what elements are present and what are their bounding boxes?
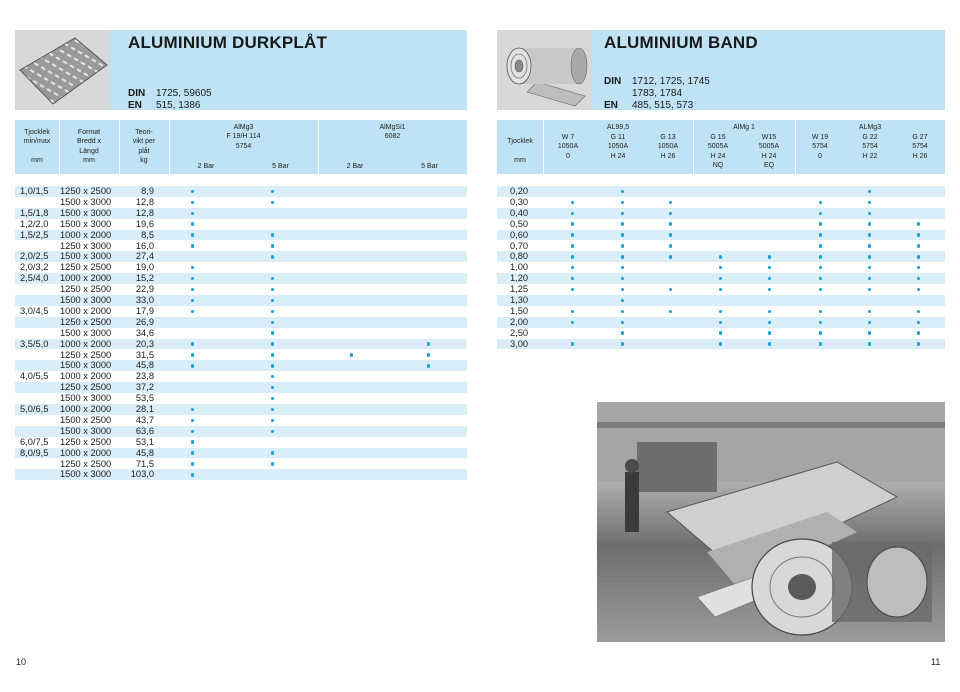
format-cell: 1000 x 2000	[60, 305, 112, 316]
format-cell: 1250 x 2500	[60, 262, 112, 273]
format-cell: 1000 x 2000	[60, 338, 112, 349]
format-cell: 1000 x 2000	[60, 229, 112, 240]
weight-cell: 19,0	[135, 262, 154, 273]
availability-dot	[571, 233, 574, 236]
availability-dot	[868, 244, 871, 247]
standard-line: EN 515, 1386	[128, 100, 201, 111]
left-title-band	[110, 30, 467, 110]
availability-dot	[868, 201, 871, 204]
availability-dot	[571, 288, 574, 291]
weight-cell: 27,4	[135, 251, 154, 262]
format-cell: 1500 x 3000	[60, 360, 112, 371]
table-row	[497, 306, 945, 317]
weight-cell: 26,9	[135, 316, 154, 327]
format-cell: 1000 x 2000	[60, 273, 112, 284]
availability-dot	[719, 331, 722, 334]
weight-cell: 12,8	[135, 207, 154, 218]
format-cell: 1500 x 3000	[60, 425, 112, 436]
table-row	[15, 426, 467, 437]
availability-dot	[719, 288, 722, 291]
header-format: Format Bredd x Längd mm	[76, 129, 102, 164]
thickness-cell: 0,40	[510, 207, 529, 218]
table-row	[497, 273, 945, 284]
format-cell: 1000 x 2000	[60, 404, 112, 414]
weight-cell: 22,9	[135, 284, 154, 295]
availability-dot	[191, 190, 194, 193]
thickness-cell: 5,0/6,5	[20, 404, 49, 414]
availability-dot	[191, 462, 194, 465]
availability-dot	[768, 342, 771, 345]
availability-dot	[621, 255, 624, 258]
availability-dot	[621, 212, 624, 215]
availability-dot	[819, 201, 822, 204]
table-row	[15, 382, 467, 393]
availability-dot	[427, 342, 430, 345]
table-row	[15, 317, 467, 328]
availability-dot	[669, 201, 672, 204]
right-title-band	[592, 30, 945, 110]
weight-cell: 12,8	[135, 196, 154, 207]
availability-dot	[669, 244, 672, 247]
availability-dot	[768, 310, 771, 313]
format-cell: 1500 x 3000	[60, 327, 112, 338]
availability-dot	[819, 266, 822, 269]
weight-cell: 33,0	[135, 295, 154, 305]
format-cell: 1250 x 2500	[60, 316, 112, 327]
thickness-cell: 6,0/7,5	[20, 436, 49, 447]
availability-dot	[571, 342, 574, 345]
table-row	[497, 197, 945, 208]
weight-cell: 23,8	[135, 371, 154, 382]
right-table-header	[497, 120, 945, 174]
table-row	[15, 360, 467, 371]
table-row	[497, 208, 945, 219]
weight-cell: 8,9	[141, 186, 154, 196]
availability-dot	[917, 266, 920, 269]
table-row	[497, 230, 945, 241]
availability-dot	[669, 288, 672, 291]
table-row	[15, 219, 467, 230]
availability-dot	[191, 408, 194, 411]
table-row	[15, 350, 467, 361]
thickness-cell: 0,60	[510, 229, 529, 240]
format-cell: 1500 x 3000	[60, 295, 112, 305]
weight-cell: 8,5	[141, 229, 154, 240]
availability-dot	[571, 222, 574, 225]
format-cell: 1250 x 2500	[60, 458, 112, 469]
thickness-cell: 3,00	[510, 338, 529, 349]
availability-dot	[571, 321, 574, 324]
weight-cell: 45,8	[135, 360, 154, 371]
availability-dot	[621, 201, 624, 204]
tread-plate-photo	[15, 30, 110, 110]
availability-dot	[621, 342, 624, 345]
availability-dot	[819, 310, 822, 313]
availability-dot	[191, 233, 194, 236]
availability-dot	[271, 244, 274, 247]
availability-dot	[271, 462, 274, 465]
format-cell: 1000 x 2000	[60, 447, 112, 458]
availability-dot	[571, 266, 574, 269]
availability-dot	[571, 201, 574, 204]
table-row	[497, 284, 945, 295]
weight-cell: 16,0	[135, 240, 154, 251]
weight-cell: 37,2	[135, 382, 154, 393]
format-cell: 1250 x 2500	[60, 382, 112, 393]
availability-dot	[621, 244, 624, 247]
availability-dot	[669, 255, 672, 258]
header-pressure: 5 Bar	[272, 163, 289, 170]
format-cell: 1500 x 3000	[60, 218, 112, 229]
availability-dot	[768, 288, 771, 291]
availability-dot	[819, 233, 822, 236]
availability-dot	[719, 310, 722, 313]
thickness-cell: 1,5/2,5	[20, 229, 49, 240]
format-cell: 1500 x 2500	[60, 414, 112, 425]
availability-dot	[917, 310, 920, 313]
header-column: W 7 1050A 0	[557, 134, 579, 160]
availability-dot	[621, 233, 624, 236]
table-row	[15, 251, 467, 262]
thickness-cell: 1,20	[510, 273, 529, 284]
table-row	[15, 208, 467, 219]
header-alloy-almgsi1: AlMgSi1 6082	[379, 124, 406, 141]
availability-dot	[669, 310, 672, 313]
table-row	[497, 186, 945, 197]
availability-dot	[719, 321, 722, 324]
header-column: G 13 1050A H 26	[657, 134, 679, 160]
availability-dot	[819, 255, 822, 258]
availability-dot	[191, 451, 194, 454]
availability-dot	[868, 321, 871, 324]
thickness-cell: 2,50	[510, 327, 529, 338]
table-row	[497, 251, 945, 262]
table-row	[15, 328, 467, 339]
page-number-left: 10	[16, 657, 27, 667]
left-table-header	[15, 120, 467, 174]
thickness-cell: 0,80	[510, 251, 529, 262]
availability-dot	[571, 244, 574, 247]
availability-dot	[191, 353, 194, 356]
standard-line: DIN 1712, 1725, 1745	[604, 76, 710, 87]
availability-dot	[621, 190, 624, 193]
weight-cell: 28,1	[135, 404, 154, 414]
table-row	[497, 262, 945, 273]
availability-dot	[271, 331, 274, 334]
availability-dot	[768, 266, 771, 269]
thickness-cell: 0,30	[510, 196, 529, 207]
table-row	[497, 295, 945, 306]
availability-dot	[191, 277, 194, 280]
table-row	[15, 404, 467, 415]
availability-dot	[917, 255, 920, 258]
availability-dot	[271, 201, 274, 204]
availability-dot	[917, 233, 920, 236]
availability-dot	[427, 353, 430, 356]
availability-dot	[191, 222, 194, 225]
availability-dot	[669, 212, 672, 215]
table-row	[15, 339, 467, 350]
availability-dot	[768, 321, 771, 324]
header-alloy-almg3: AlMg3 F 19/H 114 5754	[226, 124, 261, 150]
availability-dot	[271, 277, 274, 280]
table-row	[15, 230, 467, 241]
availability-dot	[819, 342, 822, 345]
availability-dot	[571, 277, 574, 280]
weight-cell: 20,3	[135, 338, 154, 349]
availability-dot	[621, 266, 624, 269]
availability-dot	[621, 288, 624, 291]
availability-dot	[819, 244, 822, 247]
thickness-cell: 2,00	[510, 316, 529, 327]
availability-dot	[621, 222, 624, 225]
availability-dot	[271, 310, 274, 313]
availability-dot	[868, 255, 871, 258]
availability-dot	[719, 277, 722, 280]
thickness-cell: 8,0/9,5	[20, 447, 49, 458]
format-cell: 1500 x 3000	[60, 251, 112, 262]
thickness-cell: 3,5/5,0	[20, 338, 49, 349]
availability-dot	[868, 342, 871, 345]
format-cell: 1250 x 3000	[60, 240, 112, 251]
weight-cell: 31,5	[135, 349, 154, 360]
availability-dot	[621, 321, 624, 324]
availability-dot	[191, 310, 194, 313]
availability-dot	[571, 212, 574, 215]
availability-dot	[917, 244, 920, 247]
weight-cell: 15,2	[135, 273, 154, 284]
availability-dot	[271, 288, 274, 291]
header-thickness: Tjocklek mm	[507, 138, 533, 164]
availability-dot	[427, 364, 430, 367]
header-column: G 11 1050A H 24	[607, 134, 629, 160]
header-pressure: 2 Bar	[346, 163, 364, 170]
availability-dot	[917, 288, 920, 291]
weight-cell: 45,8	[135, 447, 154, 458]
availability-dot	[271, 190, 274, 193]
availability-dot	[868, 233, 871, 236]
thickness-cell: 0,70	[510, 240, 529, 251]
header-column: W15 5005A H 24 EQ	[758, 134, 780, 169]
header-group-almg3: ALMg3	[858, 124, 882, 131]
page-number-right: 11	[931, 657, 941, 667]
header-pressure: 5 Bar	[421, 163, 438, 170]
availability-dot	[271, 299, 274, 302]
table-row	[15, 273, 467, 284]
table-row	[15, 262, 467, 273]
availability-dot	[768, 277, 771, 280]
weight-cell: 63,6	[135, 425, 154, 436]
availability-dot	[917, 331, 920, 334]
thickness-cell: 3,0/4,5	[20, 305, 49, 316]
format-cell: 1500 x 3000	[60, 196, 112, 207]
availability-dot	[191, 473, 194, 476]
table-row	[15, 393, 467, 404]
availability-dot	[271, 321, 274, 324]
header-column: G 27 5754 H 26	[912, 134, 928, 160]
availability-dot	[191, 419, 194, 422]
availability-dot	[917, 277, 920, 280]
availability-dot	[868, 288, 871, 291]
standard-line: DIN 1725, 59605	[128, 88, 212, 99]
availability-dot	[917, 321, 920, 324]
format-cell: 1250 x 2500	[60, 186, 112, 196]
table-row	[497, 339, 945, 350]
availability-dot	[621, 310, 624, 313]
availability-dot	[191, 201, 194, 204]
availability-dot	[917, 222, 920, 225]
availability-dot	[868, 277, 871, 280]
thickness-cell: 2,0/2,5	[20, 251, 49, 262]
table-row	[15, 306, 467, 317]
thickness-cell: 1,30	[510, 295, 529, 305]
format-cell: 1250 x 2500	[60, 284, 112, 295]
format-cell: 1250 x 2500	[60, 436, 112, 447]
availability-dot	[868, 310, 871, 313]
header-pressure: 2 Bar	[197, 163, 215, 170]
left-standards	[128, 88, 212, 112]
availability-dot	[768, 331, 771, 334]
thickness-cell: 1,5/1,8	[20, 207, 49, 218]
thickness-cell: 1,50	[510, 305, 529, 316]
header-column: G 22 5754 H 22	[862, 134, 878, 160]
availability-dot	[621, 277, 624, 280]
availability-dot	[271, 353, 274, 356]
availability-dot	[571, 255, 574, 258]
table-row	[497, 328, 945, 339]
format-cell: 1250 x 2500	[60, 349, 112, 360]
availability-dot	[621, 299, 624, 302]
availability-dot	[191, 288, 194, 291]
thickness-cell: 0,20	[510, 186, 529, 196]
standard-line: EN 485, 515, 573	[604, 100, 694, 111]
right-standards	[604, 76, 710, 112]
availability-dot	[917, 342, 920, 345]
availability-dot	[621, 331, 624, 334]
availability-dot	[191, 244, 194, 247]
availability-dot	[271, 430, 274, 433]
thickness-cell: 1,25	[510, 284, 529, 295]
thickness-cell: 2,5/4,0	[20, 273, 49, 284]
table-row	[15, 186, 467, 197]
availability-dot	[191, 364, 194, 367]
weight-cell: 34,6	[135, 327, 154, 338]
table-row	[497, 317, 945, 328]
format-cell: 1000 x 2000	[60, 371, 112, 382]
header-group-al995: AL99,5	[606, 124, 630, 131]
availability-dot	[719, 342, 722, 345]
availability-dot	[271, 451, 274, 454]
weight-cell: 103,0	[130, 469, 154, 480]
availability-dot	[271, 386, 274, 389]
factory-photo	[597, 402, 945, 642]
thickness-cell: 0,50	[510, 218, 529, 229]
availability-dot	[350, 353, 353, 356]
availability-dot	[271, 364, 274, 367]
coil-photo	[497, 30, 592, 110]
availability-dot	[819, 277, 822, 280]
availability-dot	[719, 255, 722, 258]
availability-dot	[271, 408, 274, 411]
thickness-cell: 2,0/3,2	[20, 262, 49, 273]
weight-cell: 19,6	[135, 218, 154, 229]
header-column: W 19 5754 0	[811, 134, 829, 160]
header-column: G 15 5005A H 24 NQ	[707, 134, 729, 169]
weight-cell: 53,1	[135, 436, 154, 447]
availability-dot	[271, 419, 274, 422]
availability-dot	[669, 233, 672, 236]
table-row	[15, 295, 467, 306]
thickness-cell: 4,0/5,5	[20, 371, 49, 382]
availability-dot	[271, 342, 274, 345]
availability-dot	[819, 212, 822, 215]
table-row	[15, 448, 467, 459]
header-weight: Teori- vikt per plåt kg	[132, 129, 156, 164]
availability-dot	[191, 440, 194, 443]
table-row	[15, 437, 467, 448]
availability-dot	[719, 266, 722, 269]
availability-dot	[868, 212, 871, 215]
table-row	[15, 284, 467, 295]
weight-cell: 17,9	[135, 305, 154, 316]
availability-dot	[271, 375, 274, 378]
table-row	[15, 469, 467, 480]
table-row	[497, 241, 945, 252]
availability-dot	[868, 266, 871, 269]
table-row	[15, 415, 467, 426]
table-row	[15, 241, 467, 252]
availability-dot	[191, 212, 194, 215]
thickness-cell: 1,0/1,5	[20, 186, 49, 196]
header-group-almg1: AlMg 1	[733, 124, 755, 131]
availability-dot	[768, 255, 771, 258]
table-row	[15, 197, 467, 208]
availability-dot	[271, 397, 274, 400]
availability-dot	[819, 321, 822, 324]
availability-dot	[819, 222, 822, 225]
weight-cell: 43,7	[135, 414, 154, 425]
availability-dot	[669, 222, 672, 225]
standard-line: 1783, 1784	[632, 88, 683, 99]
availability-dot	[191, 266, 194, 269]
availability-dot	[819, 331, 822, 334]
table-row	[497, 219, 945, 230]
availability-dot	[868, 190, 871, 193]
availability-dot	[571, 310, 574, 313]
table-row	[15, 371, 467, 382]
availability-dot	[271, 255, 274, 258]
thickness-cell: 1,00	[510, 262, 529, 273]
format-cell: 1500 x 3000	[60, 207, 112, 218]
availability-dot	[868, 331, 871, 334]
availability-dot	[819, 288, 822, 291]
availability-dot	[868, 222, 871, 225]
table-row	[15, 459, 467, 470]
weight-cell: 53,5	[135, 393, 154, 404]
right-title: ALUMINIUM BAND	[604, 33, 758, 52]
weight-cell: 71,5	[135, 458, 154, 469]
header-thickness: Tjocklek min/max mm	[23, 129, 51, 164]
left-title: ALUMINIUM DURKPLÅT	[128, 33, 328, 52]
availability-dot	[191, 342, 194, 345]
availability-dot	[191, 430, 194, 433]
format-cell: 1500 x 3000	[60, 393, 112, 404]
thickness-cell: 1,2/2,0	[20, 218, 49, 229]
availability-dot	[191, 299, 194, 302]
availability-dot	[271, 233, 274, 236]
format-cell: 1500 x 3000	[60, 469, 112, 480]
